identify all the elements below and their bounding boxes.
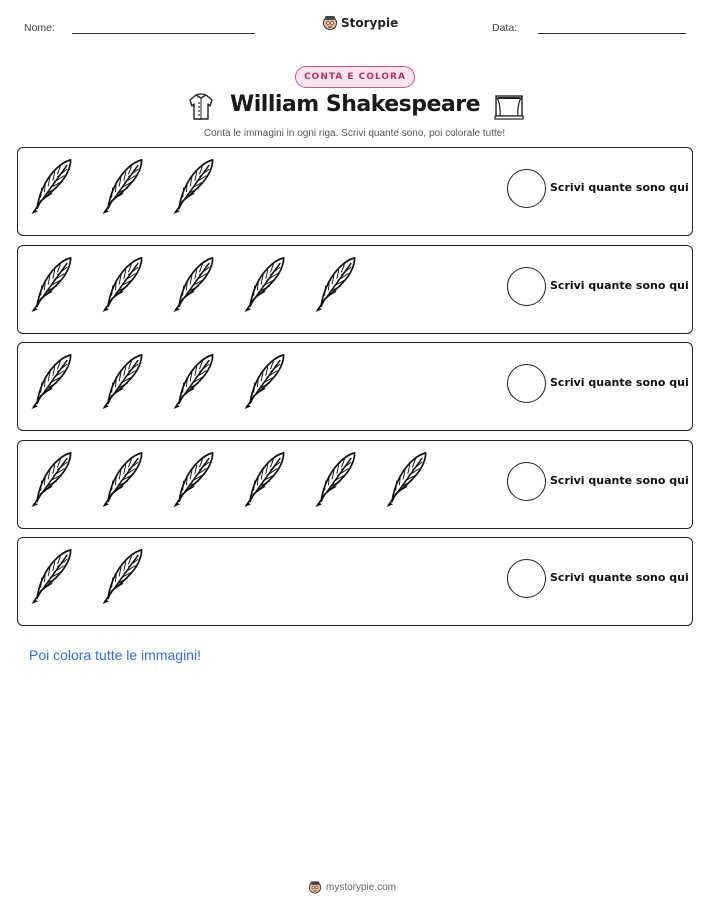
instructions: Conta le immagini in ogni riga. Scrivi quante sono, poi colorale tutte! bbox=[203, 128, 506, 139]
counting-row bbox=[17, 342, 693, 431]
theatre-stage-icon bbox=[494, 94, 524, 120]
brand-logo bbox=[322, 14, 398, 31]
answer-label: Scrivi quante sono qui bbox=[550, 376, 689, 389]
brand-name: Storypie bbox=[341, 15, 399, 30]
quill-feather-icon[interactable] bbox=[28, 158, 74, 216]
quill-feather-icon[interactable] bbox=[28, 451, 74, 509]
answer-label: Scrivi quante sono qui bbox=[550, 474, 689, 487]
quill-feather-icon[interactable] bbox=[28, 548, 74, 606]
quill-feather-icon[interactable] bbox=[312, 256, 358, 314]
quill-feather-icon[interactable] bbox=[241, 353, 287, 411]
quill-feather-icon[interactable] bbox=[28, 353, 74, 411]
quill-feather-icon[interactable] bbox=[28, 256, 74, 314]
quill-feather-icon[interactable] bbox=[312, 451, 358, 509]
counting-row bbox=[17, 147, 693, 236]
answer-label: Scrivi quante sono qui bbox=[550, 279, 689, 292]
name-label: Nome: bbox=[24, 22, 55, 34]
storypie-mascot-icon bbox=[322, 14, 338, 31]
title-row bbox=[0, 92, 709, 124]
quill-feather-icon[interactable] bbox=[170, 256, 216, 314]
worksheet-header bbox=[0, 14, 709, 44]
date-label: Data: bbox=[492, 22, 518, 34]
quill-feather-icon[interactable] bbox=[99, 158, 145, 216]
counting-row bbox=[17, 440, 693, 529]
quill-feather-icon[interactable] bbox=[99, 548, 145, 606]
footer-note: Poi colora tutte le immagini! bbox=[29, 647, 201, 663]
date-field[interactable] bbox=[538, 33, 686, 34]
answer-circle[interactable] bbox=[507, 267, 546, 306]
quill-feather-icon[interactable] bbox=[99, 451, 145, 509]
quill-feather-icon[interactable] bbox=[99, 353, 145, 411]
page-title: William Shakespeare bbox=[230, 92, 481, 117]
answer-circle[interactable] bbox=[507, 169, 546, 208]
quill-feather-icon[interactable] bbox=[170, 158, 216, 216]
quill-feather-icon[interactable] bbox=[383, 451, 429, 509]
footer-url[interactable]: mystorypie.com bbox=[326, 881, 397, 893]
quill-feather-icon[interactable] bbox=[241, 451, 287, 509]
answer-circle[interactable] bbox=[507, 559, 546, 598]
quill-feather-icon[interactable] bbox=[170, 353, 216, 411]
quill-feather-icon[interactable] bbox=[170, 451, 216, 509]
answer-circle[interactable] bbox=[507, 462, 546, 501]
answer-circle[interactable] bbox=[507, 364, 546, 403]
counting-row bbox=[17, 537, 693, 626]
footer bbox=[308, 879, 396, 895]
answer-label: Scrivi quante sono qui bbox=[550, 181, 689, 194]
quill-feather-icon[interactable] bbox=[99, 256, 145, 314]
quill-feather-icon[interactable] bbox=[241, 256, 287, 314]
storypie-mascot-icon bbox=[308, 879, 322, 895]
name-field[interactable] bbox=[72, 33, 255, 34]
doublet-costume-icon bbox=[186, 92, 216, 122]
counting-row bbox=[17, 245, 693, 334]
answer-label: Scrivi quante sono qui bbox=[550, 571, 689, 584]
activity-badge: CONTA E COLORA bbox=[295, 66, 415, 88]
